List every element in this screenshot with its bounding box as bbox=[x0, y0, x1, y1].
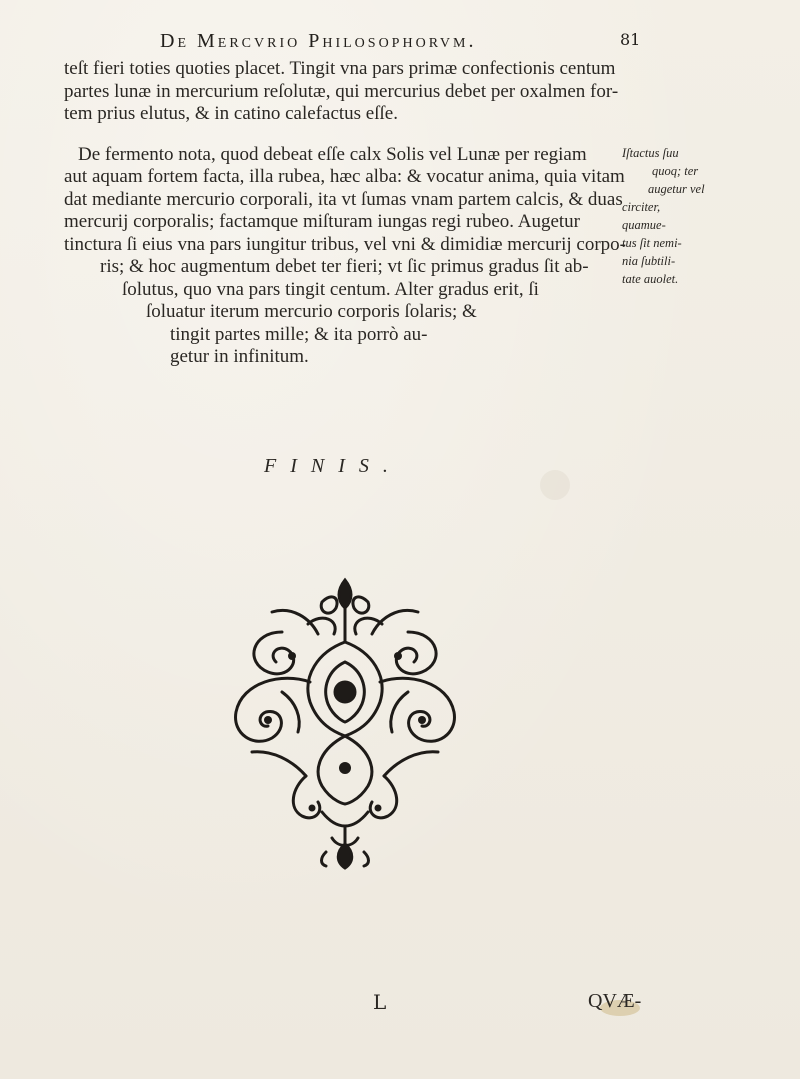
marginal-line: augetur vel bbox=[648, 182, 705, 196]
text-line: getur in infinitum. bbox=[170, 346, 309, 367]
text-line: dat mediante mercurio corporali, ita vt ſumas vnam partem calcis, & duas bbox=[64, 188, 623, 210]
marginal-note bbox=[622, 144, 792, 288]
main-text bbox=[60, 58, 660, 369]
text-line: aut aquam fortem facta, illa rubea, hæc alba: & vocatur anima, quia vitam bbox=[64, 166, 625, 187]
text-line: De fermento nota, quod debeat eſſe calx Solis vel Lunæ per regiam bbox=[78, 143, 587, 165]
catchword: QVÆ- bbox=[588, 990, 642, 1012]
text-line: ſolutus, quo vna pars tingit centum. Alter gradus erit, ſi bbox=[122, 278, 539, 300]
marginal-line: quamue- bbox=[622, 218, 666, 232]
marginal-line: tus ſit nemi- bbox=[622, 236, 682, 250]
running-head: De Mercvrio Philosophorvm. bbox=[160, 30, 477, 52]
marginal-line: nia ſubtili- bbox=[622, 254, 676, 268]
paper-stain bbox=[540, 470, 570, 500]
text-line: tinctura ſi eius vna pars iungitur tribus, vel vni & dimidiæ mercurij corpo- bbox=[64, 233, 626, 255]
text-line: teſt fieri toties quoties placet. Tingit vna pars primæ confectionis centum bbox=[64, 58, 616, 79]
marginal-line: tate auolet. bbox=[622, 272, 679, 286]
signature-mark: L bbox=[373, 990, 387, 1014]
marginal-line: circiter, bbox=[622, 200, 661, 214]
text-line: ris; & hoc augmentum debet ter fieri; vt ſic primus gradus ſit ab- bbox=[100, 256, 589, 277]
marginal-line: quoq; ter bbox=[652, 164, 699, 178]
page-number: 81 bbox=[620, 30, 641, 49]
text-line: mercurij corporalis; factamque miſturam iungas regi rubeo. Augetur bbox=[64, 211, 580, 232]
marginal-line: Iſtactus ſuu bbox=[622, 146, 679, 160]
finis-heading: FINIS. bbox=[264, 455, 402, 477]
text-line: ſoluatur iterum mercurio corporis ſolaris; & bbox=[146, 301, 477, 322]
text-line: tingit partes mille; & ita porrò au- bbox=[170, 323, 428, 345]
text-line: tem prius elutus, & in catino calefactus eſſe. bbox=[64, 103, 398, 124]
text-line: partes lunæ in mercurium reſolutæ, qui mercurius debet per oxalmen for- bbox=[64, 80, 619, 102]
fleuron-ornament bbox=[222, 572, 468, 872]
